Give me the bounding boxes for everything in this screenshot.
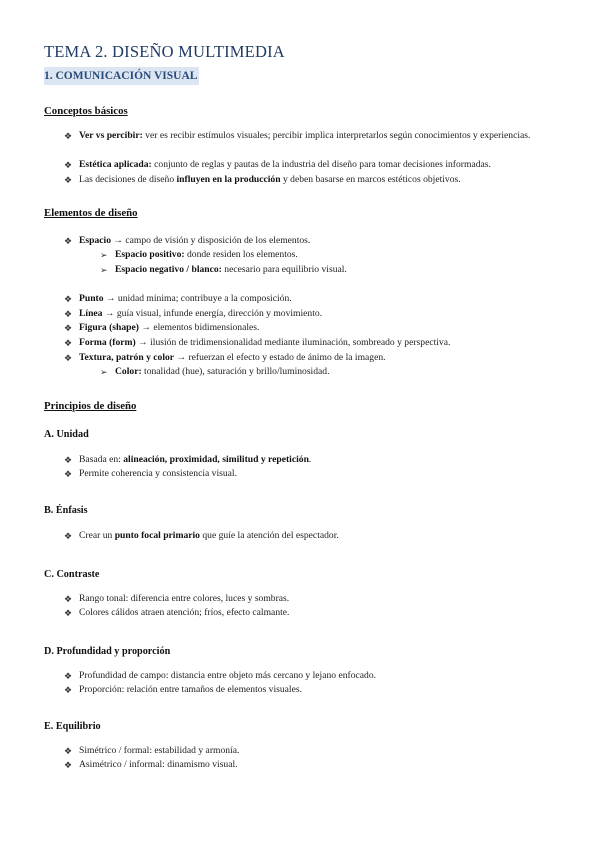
list-item: ❖ Rango tonal: diferencia entre colores, luces y sombras.	[64, 593, 290, 604]
heading-contraste: C. Contraste	[44, 569, 100, 580]
diamond-bullet-icon: ❖	[64, 309, 73, 319]
diamond-bullet-icon: ❖	[64, 760, 73, 770]
list-item: ❖ Textura, patrón y color → refuerzan el efecto y estado de ánimo de la imagen.	[64, 352, 386, 363]
list-item: ❖ Asimétrico / informal: dinamismo visual.	[64, 759, 238, 770]
list-item: ❖ Figura (shape) → elementos bidimensionales.	[64, 322, 260, 333]
diamond-bullet-icon: ❖	[64, 594, 73, 604]
diamond-bullet-icon: ❖	[64, 746, 73, 756]
sub-list-item: ➢ Espacio positivo: donde residen los elementos.	[100, 249, 298, 260]
list-item: ❖ Colores cálidos atraen atención; fríos, efecto calmante.	[64, 607, 290, 618]
arrow-bullet-icon: ➢	[100, 250, 108, 260]
sub-list-item: ➢ Color: tonalidad (hue), saturación y brillo/luminosidad.	[100, 366, 330, 377]
diamond-bullet-icon: ❖	[64, 608, 73, 618]
list-item: ❖ Línea → guía visual, infunde energía, dirección y movimiento.	[64, 308, 323, 319]
arrow-bullet-icon: ➢	[100, 367, 108, 377]
heading-enfasis: B. Énfasis	[44, 505, 88, 516]
diamond-bullet-icon: ❖	[64, 671, 73, 681]
list-item: ❖ Permite coherencia y consistencia visual.	[64, 468, 237, 479]
diamond-bullet-icon: ❖	[64, 160, 73, 170]
document-title: TEMA 2. DISEÑO MULTIMEDIA	[44, 42, 285, 61]
diamond-bullet-icon: ❖	[64, 294, 73, 304]
heading-elementos: Elementos de diseño	[44, 207, 138, 219]
list-item: ❖ Profundidad de campo: distancia entre objeto más cercano y lejano enfocado.	[64, 670, 377, 681]
list-item: ❖ Proporción: relación entre tamaños de elementos visuales.	[64, 684, 302, 695]
list-item: ❖ Estética aplicada: conjunto de reglas y pautas de la industria del diseño para tomar decisiones informadas.	[64, 159, 491, 170]
heading-principios: Principios de diseño	[44, 400, 137, 412]
list-item: ❖ Basada en: alineación, proximidad, similitud y repetición.	[64, 454, 312, 465]
arrow-bullet-icon: ➢	[100, 265, 108, 275]
diamond-bullet-icon: ❖	[64, 131, 73, 141]
diamond-bullet-icon: ❖	[64, 338, 73, 348]
heading-profundidad: D. Profundidad y proporción	[44, 646, 171, 657]
diamond-bullet-icon: ❖	[64, 531, 73, 541]
heading-conceptos: Conceptos básicos	[44, 105, 128, 117]
list-item: ❖ Las decisiones de diseño influyen en la producción y deben basarse en marcos estéticos objetivos.	[64, 174, 461, 185]
heading-equilibrio: E. Equilibrio	[44, 721, 101, 732]
list-item: ❖ Forma (form) → ilusión de tridimensionalidad mediante iluminación, sombreado y perspectiva.	[64, 337, 451, 348]
list-item: ❖ Simétrico / formal: estabilidad y armonía.	[64, 745, 240, 756]
diamond-bullet-icon: ❖	[64, 175, 73, 185]
diamond-bullet-icon: ❖	[64, 323, 73, 333]
diamond-bullet-icon: ❖	[64, 685, 73, 695]
section-title: 1. COMUNICACIÓN VISUAL	[44, 67, 199, 85]
diamond-bullet-icon: ❖	[64, 469, 73, 479]
diamond-bullet-icon: ❖	[64, 455, 73, 465]
heading-unidad: A. Unidad	[44, 429, 89, 440]
diamond-bullet-icon: ❖	[64, 236, 73, 246]
diamond-bullet-icon: ❖	[64, 353, 73, 363]
list-item: ❖ Espacio → campo de visión y disposición de los elementos.	[64, 235, 311, 246]
list-item: ❖ Crear un punto focal primario que guíe la atención del espectador.	[64, 530, 339, 541]
list-item: ❖ Punto → unidad mínima; contribuye a la composición.	[64, 293, 292, 304]
sub-list-item: ➢ Espacio negativo / blanco: necesario para equilibrio visual.	[100, 264, 347, 275]
list-item: ❖ Ver vs percibir: ver es recibir estímulos visuales; percibir implica interpretarlos según conocimientos y experiencias.	[64, 130, 531, 141]
